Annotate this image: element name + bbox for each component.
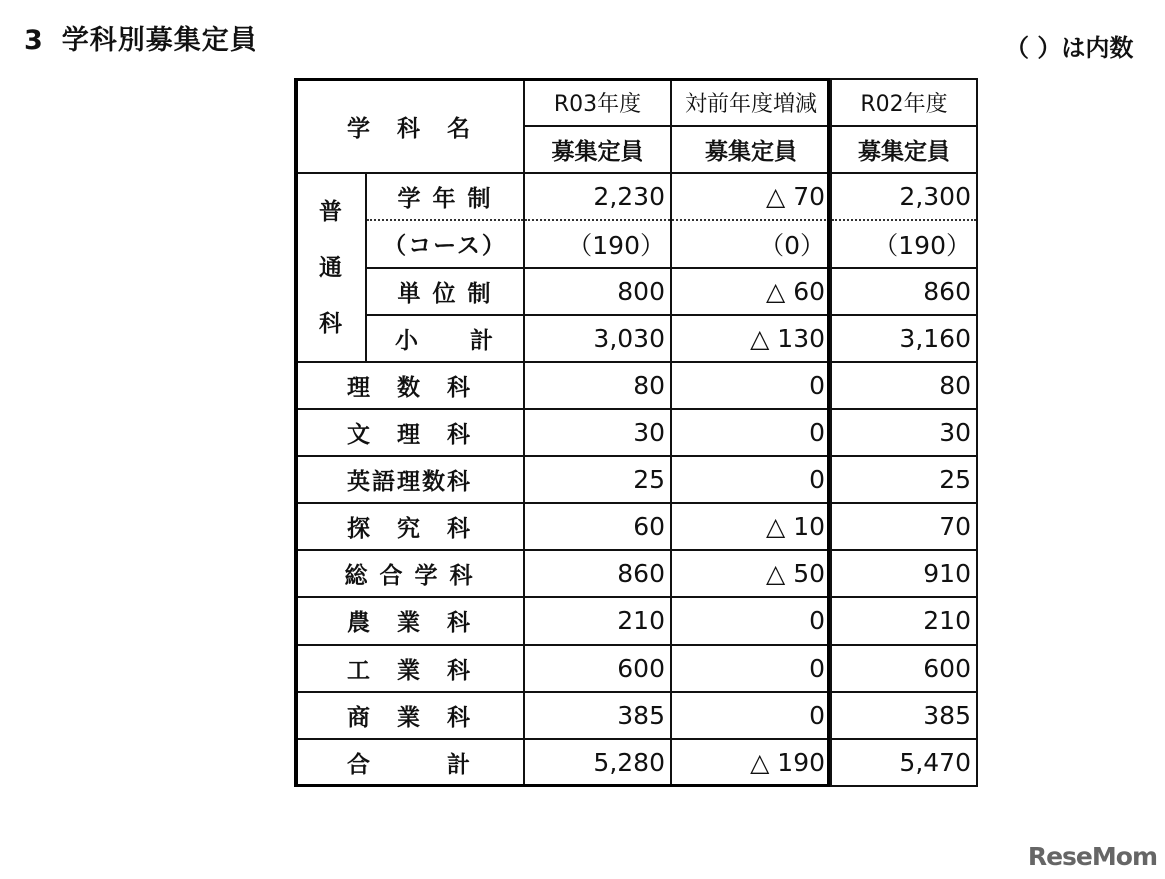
row-label: 単 位 制: [366, 268, 524, 315]
cell-r03: （190）: [524, 220, 671, 267]
cell-diff: 0: [671, 597, 831, 644]
row-label: 理 数 科: [295, 362, 524, 409]
header-diff-sub: 募集定員: [671, 126, 831, 173]
cell-diff: △ 50: [671, 550, 831, 597]
table-row: [295, 550, 977, 597]
cell-r03: 30: [524, 409, 671, 456]
section-number: 3: [24, 25, 44, 56]
cell-r02: 80: [831, 362, 977, 409]
header-r02: R02年度: [831, 79, 977, 126]
cell-r03: 60: [524, 503, 671, 550]
cell-r03: 385: [524, 692, 671, 739]
cell-r02: 910: [831, 550, 977, 597]
resemom-logo: ReseMom: [1027, 842, 1157, 871]
general-char-1: 普: [319, 198, 342, 225]
cell-diff: 0: [671, 409, 831, 456]
table-row: [295, 597, 977, 644]
capacity-table: [294, 78, 978, 787]
cell-diff: △ 60: [671, 268, 831, 315]
row-label: 探 究 科: [295, 503, 524, 550]
cell-r03: 210: [524, 597, 671, 644]
header-diff: 対前年度増減: [671, 79, 831, 126]
row-label: 商 業 科: [295, 692, 524, 739]
row-label: 学 年 制: [366, 173, 524, 220]
general-course-group-label: [295, 173, 366, 362]
cell-diff: 0: [671, 362, 831, 409]
row-label: 工 業 科: [295, 645, 524, 692]
table-row: [295, 362, 977, 409]
section-title-text: 学科別募集定員: [61, 25, 258, 56]
cell-r03: 2,230: [524, 173, 671, 220]
table-row: [295, 692, 977, 739]
header-r03-sub: 募集定員: [524, 126, 671, 173]
note-text: （ ）は内数: [1005, 34, 1134, 62]
cell-r02: 3,160: [831, 315, 977, 362]
capacity-table-wrap: [294, 78, 976, 787]
row-label: （コース）: [366, 220, 524, 267]
table-row: [295, 173, 977, 220]
row-label: 合 計: [295, 739, 524, 786]
header-r03: R03年度: [524, 79, 671, 126]
cell-r03: 600: [524, 645, 671, 692]
row-label: 総 合 学 科: [295, 550, 524, 597]
row-label: 小 計: [366, 315, 524, 362]
cell-r02: 860: [831, 268, 977, 315]
table-row: [295, 456, 977, 503]
cell-r02: 210: [831, 597, 977, 644]
cell-r03: 25: [524, 456, 671, 503]
cell-r03: 860: [524, 550, 671, 597]
cell-r02: 600: [831, 645, 977, 692]
cell-r02: 385: [831, 692, 977, 739]
table-row: [295, 645, 977, 692]
row-label: 文 理 科: [295, 409, 524, 456]
table-row-total: [295, 739, 977, 786]
cell-r02: 30: [831, 409, 977, 456]
section-title: [24, 18, 258, 57]
cell-r02: 25: [831, 456, 977, 503]
table-row: [295, 315, 977, 362]
cell-diff: 0: [671, 456, 831, 503]
cell-diff: 0: [671, 692, 831, 739]
cell-r03: 5,280: [524, 739, 671, 786]
cell-r03: 80: [524, 362, 671, 409]
cell-r02: （190）: [831, 220, 977, 267]
row-label: 英語理数科: [295, 456, 524, 503]
cell-diff: （0）: [671, 220, 831, 267]
cell-r03: 3,030: [524, 315, 671, 362]
cell-diff: 0: [671, 645, 831, 692]
general-char-2: 通: [319, 254, 342, 281]
header-r02-sub: 募集定員: [831, 126, 977, 173]
cell-r03: 800: [524, 268, 671, 315]
row-label: 農 業 科: [295, 597, 524, 644]
cell-diff: △ 10: [671, 503, 831, 550]
table-row: [295, 409, 977, 456]
table-row: [295, 268, 977, 315]
cell-r02: 2,300: [831, 173, 977, 220]
cell-r02: 5,470: [831, 739, 977, 786]
header-dept-name: 学 科 名: [295, 79, 524, 173]
header-row-1: [295, 79, 977, 126]
general-char-3: 科: [319, 310, 342, 337]
cell-diff: △ 70: [671, 173, 831, 220]
table-row: [295, 220, 977, 267]
table-row: [295, 503, 977, 550]
cell-diff: △ 190: [671, 739, 831, 786]
cell-r02: 70: [831, 503, 977, 550]
cell-diff: △ 130: [671, 315, 831, 362]
